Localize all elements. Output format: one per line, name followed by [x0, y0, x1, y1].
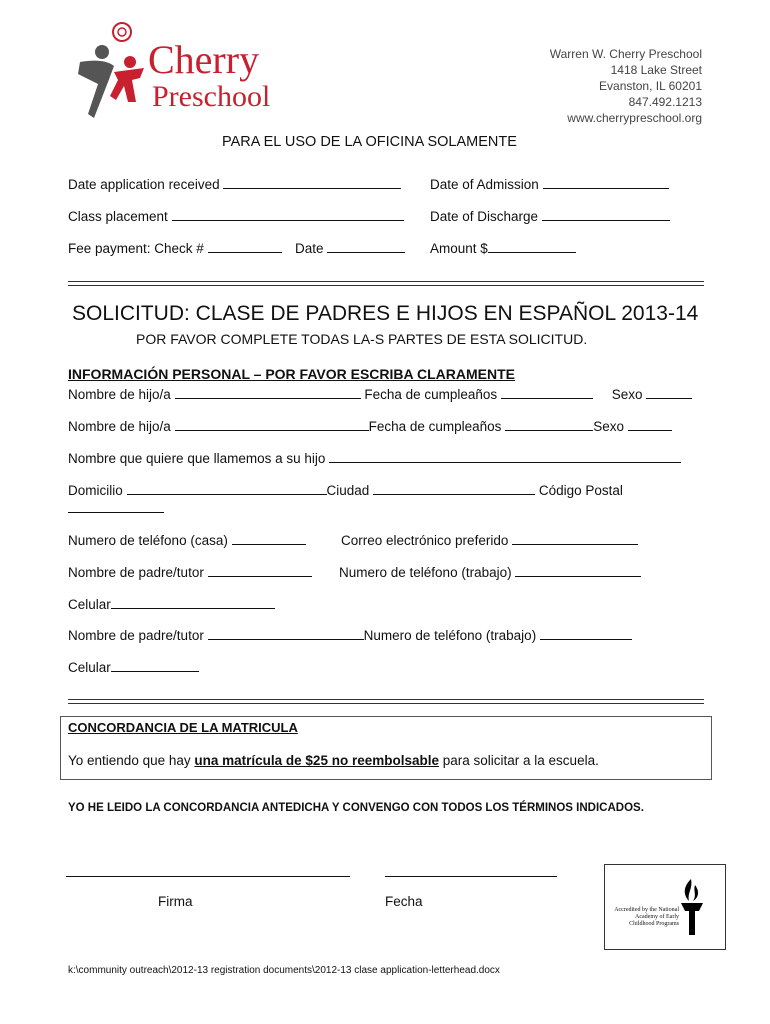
fee-check-field[interactable]: Fee payment: Check #	[68, 240, 282, 256]
school-logo	[74, 22, 294, 122]
address-line: www.cherrypreschool.org	[567, 111, 702, 125]
guardian-field-1[interactable]: Nombre de padre/tutor	[68, 564, 312, 580]
address-line: 847.492.1213	[628, 95, 702, 109]
accreditation-badge	[604, 864, 726, 950]
school-address	[550, 46, 702, 126]
zip-line[interactable]	[68, 500, 164, 518]
child-name-field-2[interactable]: Nombre de hijo/a Fecha de cumpleaños Sexo	[68, 418, 672, 434]
amount-field[interactable]: Amount $	[430, 240, 576, 256]
address-line: 1418 Lake Street	[610, 63, 702, 77]
form-subtitle: POR FAVOR COMPLETE TODAS LA-S PARTES DE ESTA SOLICITUD.	[136, 331, 588, 347]
form-title: SOLICITUD: CLASE DE PADRES E HIJOS EN ESPAÑOL 2013-14	[72, 302, 699, 325]
home-phone-field[interactable]: Numero de teléfono (casa)	[68, 532, 306, 548]
logo-figures-icon	[74, 22, 154, 122]
divider	[68, 699, 704, 704]
torch-icon	[677, 877, 707, 941]
office-heading: PARA EL USO DE LA OFICINA SOLAMENTE	[222, 134, 517, 150]
date-received-field[interactable]: Date application received	[68, 176, 401, 192]
agreement-confirm: YO HE LEIDO LA CONCORDANCIA ANTEDICHA Y CONVENGO CON TODOS LOS TÉRMINOS INDICADOS.	[68, 802, 644, 814]
signature-label: Firma	[158, 894, 193, 909]
accreditation-text: Accredited by the National Academy of Early Childhood Programs	[614, 907, 679, 927]
child-name-field-1[interactable]: Nombre de hijo/a Fecha de cumpleaños Sexo	[68, 386, 692, 402]
footer-path: k:\community outreach\2012-13 registration documents\2012-13 clase application-letterhead.docx	[68, 965, 500, 976]
fee-date-field[interactable]: Date	[295, 240, 405, 256]
date-admission-field[interactable]: Date of Admission	[430, 176, 669, 192]
agreement-text: Yo entiendo que hay una matrícula de $25 no reembolsable para solicitar a la escuela.	[68, 753, 599, 768]
nickname-field[interactable]: Nombre que quiere que llamemos a su hijo	[68, 450, 681, 466]
email-field[interactable]: Correo electrónico preferido	[341, 532, 638, 548]
signature-line[interactable]	[66, 876, 350, 877]
guardian-field-2[interactable]: Nombre de padre/tutor Numero de teléfono (trabajo)	[68, 627, 632, 643]
divider	[68, 281, 704, 286]
date-label: Fecha	[385, 894, 423, 909]
work-phone-field-1[interactable]: Numero de teléfono (trabajo)	[339, 564, 641, 580]
address-line: Warren W. Cherry Preschool	[549, 47, 702, 61]
cell-field-2[interactable]: Celular	[68, 659, 199, 675]
logo-cherry-text: Cherry	[148, 37, 260, 82]
personal-heading: INFORMACIÓN PERSONAL – POR FAVOR ESCRIBA CLARAMENTE	[68, 366, 515, 382]
class-placement-field[interactable]: Class placement	[68, 208, 404, 224]
address-line: Evanston, IL 60201	[599, 79, 702, 93]
logo-preschool-text: Preschool	[152, 80, 271, 113]
date-line[interactable]	[385, 876, 557, 877]
address-field[interactable]: Domicilio Ciudad Código Postal	[68, 483, 623, 498]
date-discharge-field[interactable]: Date of Discharge	[430, 208, 670, 224]
agreement-heading: CONCORDANCIA DE LA MATRICULA	[68, 720, 298, 735]
cell-field-1[interactable]: Celular	[68, 596, 275, 612]
